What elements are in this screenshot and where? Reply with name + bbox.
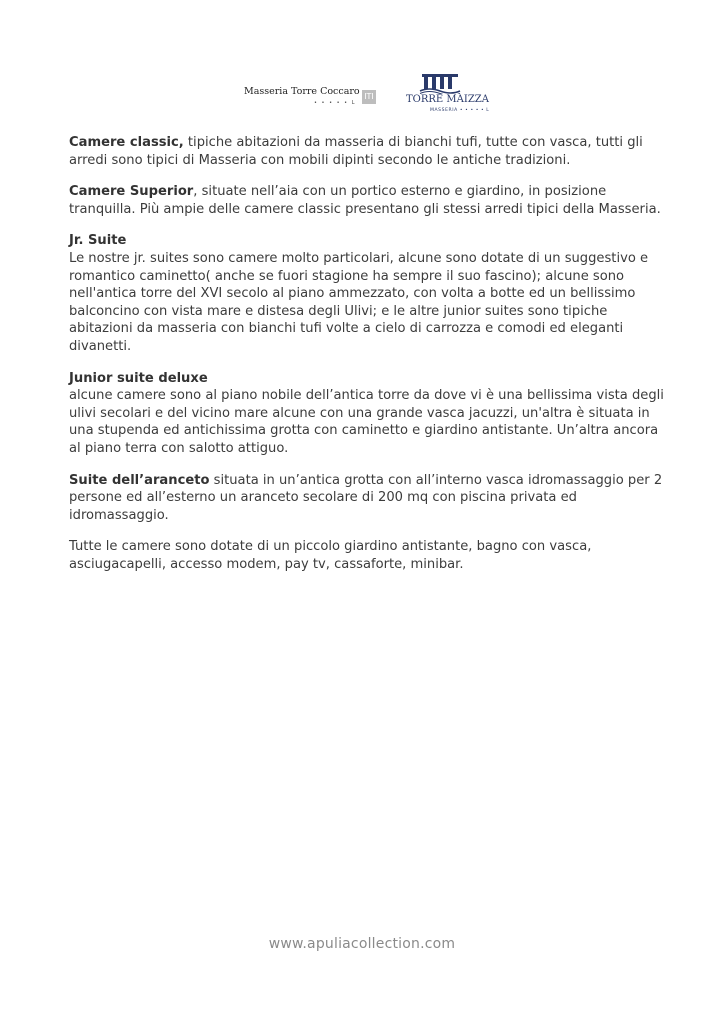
tower-emblem-icon: [418, 72, 462, 94]
section-text: tipiche abitazioni da masseria di bianchi tufi, tutte con vasca, tutti gli arredi sono tipici di Masseria con mobili dipinti secondo le antiche tradizioni.: [69, 135, 643, 168]
logo-coccaro-stars: • • • • • L: [314, 100, 356, 106]
section-title: Camere Superior: [69, 184, 194, 200]
section-title: Junior suite deluxe: [69, 370, 208, 386]
header-logos: [236, 72, 488, 118]
document-body: [69, 134, 669, 587]
section-jr-suite: [69, 232, 669, 355]
footer-website-url: www.apuliacollection.com: [268, 936, 456, 952]
section-text: situata in un’antica grotta con all’interno vasca idromassaggio per 2 persone ed all’esterno un aranceto secolare di 200 mq con piscina privata ed idromassaggio.: [69, 472, 663, 523]
section-text: Le nostre jr. suites sono camere molto particolari, alcune sono dotate di un suggestivo e romantico caminetto( anche se fuori stagione ha sempre il suo fascino); alcune sono nell'antica torre del XVI secolo al piano ammezzato, con volta a botte ed un bellissimo balconcino con vista mare e distesa degli Ulivi; e le altre junior suites sono tipiche abitazioni da masseria con bianchi tufi volte a cielo di carrozza e comodi ed eleganti divanetti.: [69, 250, 649, 354]
section-amenities: [69, 538, 669, 573]
masseria-torre-coccaro-logo: [236, 72, 380, 116]
section-text: alcune camere sono al piano nobile dell’antica torre da dove vi è una bellissima vista degli ulivi secolari e del vicino mare alcune con una grande vasca jacuzzi, un'altra è situata in una stupenda ed antichissima grotta con caminetto e giardino antistante. Un’altra ancora al piano terra con salotto attiguo.: [69, 388, 664, 456]
torre-maizza-logo: [400, 72, 488, 118]
logo-maizza-name: TORRE MAIZZA: [406, 94, 489, 105]
logo-coccaro-mark: ITI: [362, 90, 376, 104]
section-title: Suite dell’aranceto: [69, 472, 210, 488]
section-camere-superior: [69, 183, 669, 218]
section-text: Tutte le camere sono dotate di un piccolo giardino antistante, bagno con vasca, asciugacapelli, accesso modem, pay tv, cassaforte, minibar.: [69, 539, 592, 572]
section-text: , situate nell’aia con un portico esterno e giardino, in posizione tranquilla. Più ampie delle camere classic presentano gli stessi arredi tipici della Masseria.: [69, 184, 661, 217]
section-camere-classic: [69, 134, 669, 169]
section-junior-suite-deluxe: [69, 370, 669, 458]
logo-coccaro-name: Masseria Torre Coccaro: [244, 86, 360, 97]
logo-maizza-sub: MASSERIA • • • • • L: [430, 108, 490, 113]
section-title: Jr. Suite: [69, 233, 127, 249]
section-title: Camere classic,: [69, 135, 184, 150]
section-suite-aranceto: [69, 472, 669, 525]
